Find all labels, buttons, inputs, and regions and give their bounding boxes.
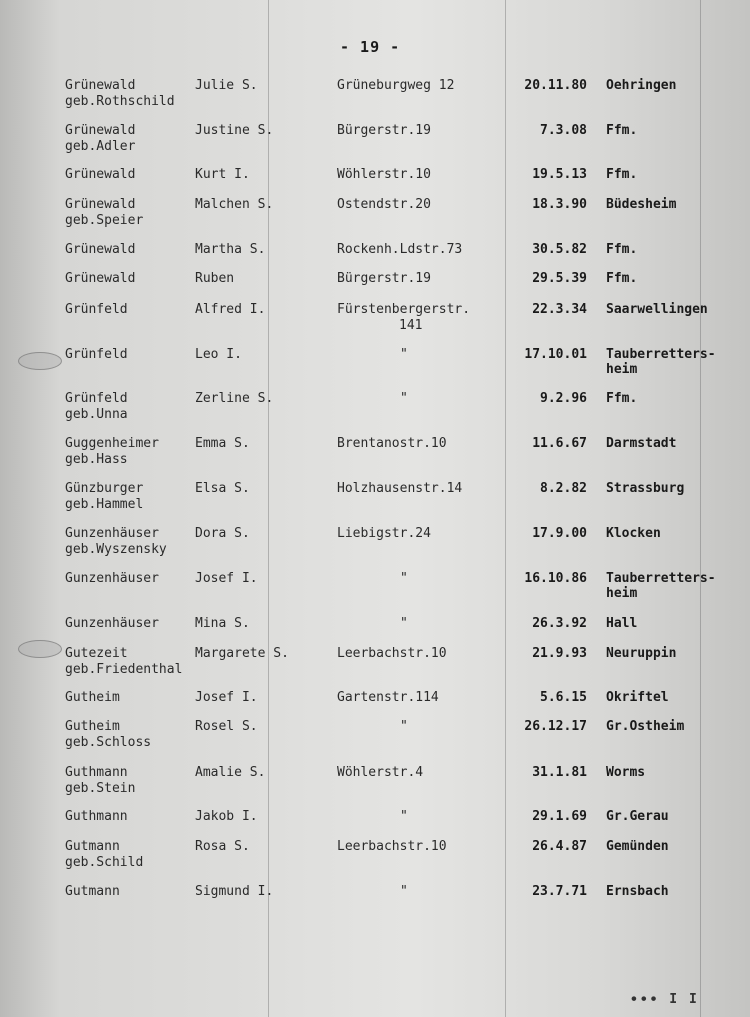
street-address: ": [400, 347, 408, 362]
street-address: Grüneburgweg 12: [337, 78, 455, 93]
street-address: ": [400, 391, 408, 406]
surname-cell: [65, 526, 167, 558]
birth-place: Neuruppin: [606, 646, 677, 661]
archive-stamp: ∙∙∙ I I: [630, 992, 699, 1007]
birth-place: Ffm.: [606, 391, 638, 406]
street-address: Wöhlerstr.4: [337, 765, 424, 780]
birth-date: 17.9.00: [532, 526, 587, 541]
birth-name: geb.Hass: [65, 452, 128, 467]
given-name-cell: [195, 719, 258, 735]
birth-date: 5.6.15: [540, 690, 587, 705]
birth-date-cell: [497, 616, 587, 632]
street-address: Ostendstr.20: [337, 197, 431, 212]
given-name: Rosa S.: [195, 839, 250, 854]
birth-date: 26.4.87: [532, 839, 587, 854]
given-name: Sigmund I.: [195, 884, 274, 899]
birth-place-cell: [606, 302, 741, 317]
birth-date-cell: [497, 481, 587, 497]
fold-line: [700, 0, 701, 1017]
street-cell: [337, 481, 462, 497]
given-name-cell: [195, 391, 273, 407]
street-address: Bürgerstr.19: [337, 123, 431, 138]
birth-date: 20.11.80: [524, 78, 587, 93]
birth-place-cell: [606, 436, 741, 451]
birth-date-cell: [497, 123, 587, 139]
given-name-cell: [195, 347, 242, 363]
birth-name: geb.Schloss: [65, 735, 152, 750]
given-name-cell: [195, 884, 273, 900]
surname: Gutheim: [65, 719, 120, 734]
given-name: Julie S.: [195, 78, 258, 93]
surname: Guggenheimer: [65, 436, 159, 451]
birth-date: 21.9.93: [532, 646, 587, 661]
punch-hole-mark: [18, 640, 62, 658]
surname-cell: [65, 347, 128, 363]
surname-cell: [65, 391, 128, 423]
given-name-cell: [195, 78, 258, 94]
given-name: Zerline S.: [195, 391, 274, 406]
birth-place: Ffm.: [606, 123, 638, 138]
street-address: ": [400, 616, 408, 631]
birth-date-cell: [497, 347, 587, 363]
birth-place: Strassburg: [606, 481, 685, 496]
given-name-cell: [195, 839, 250, 855]
street-address: Leerbachstr.10: [337, 839, 447, 854]
given-name: Ruben: [195, 271, 235, 286]
surname: Gutezeit: [65, 646, 128, 661]
street-address: Leerbachstr.10: [337, 646, 447, 661]
surname: Guthmann: [65, 765, 128, 780]
birth-date-cell: [497, 391, 587, 407]
street-address: ": [400, 571, 408, 586]
birth-date-cell: [497, 242, 587, 258]
given-name: Emma S.: [195, 436, 250, 451]
birth-place-cell: [606, 167, 741, 182]
surname-cell: [65, 167, 135, 183]
street-cell: [400, 719, 408, 735]
birth-date: 26.12.17: [524, 719, 587, 734]
given-name: Jakob I.: [195, 809, 258, 824]
surname-cell: [65, 78, 175, 110]
surname-cell: [65, 765, 135, 797]
birth-place: Gemünden: [606, 839, 669, 854]
given-name: Kurt I.: [195, 167, 250, 182]
birth-date: 29.5.39: [532, 271, 587, 286]
given-name: Justine S.: [195, 123, 274, 138]
surname: Gunzenhäuser: [65, 571, 159, 586]
surname-cell: [65, 481, 143, 513]
given-name: Alfred I.: [195, 302, 266, 317]
birth-place: Büdesheim: [606, 197, 677, 212]
surname-cell: [65, 436, 159, 468]
birth-date-cell: [497, 571, 587, 587]
birth-date: 8.2.82: [540, 481, 587, 496]
street-cell: [337, 302, 470, 334]
birth-place-cell: [606, 347, 741, 377]
street-address: Gartenstr.114: [337, 690, 439, 705]
birth-place-cell: [606, 197, 741, 212]
birth-date-cell: [497, 197, 587, 213]
birth-place-cell: [606, 481, 741, 496]
birth-date: 18.3.90: [532, 197, 587, 212]
street-cell: [337, 167, 431, 183]
surname-cell: [65, 646, 182, 678]
street-cell: [337, 646, 447, 662]
street-address: Bürgerstr.19: [337, 271, 431, 286]
birth-date: 29.1.69: [532, 809, 587, 824]
given-name-cell: [195, 481, 250, 497]
given-name: Leo I.: [195, 347, 242, 362]
given-name-cell: [195, 242, 265, 258]
birth-place-cell: [606, 719, 741, 734]
surname-cell: [65, 197, 143, 229]
birth-place: Ffm.: [606, 242, 638, 257]
given-name: Amalie S.: [195, 765, 266, 780]
street-address: Brentanostr.10: [337, 436, 447, 451]
street-address: Holzhausenstr.14: [337, 481, 463, 496]
birth-date-cell: [497, 167, 587, 183]
surname-cell: [65, 839, 143, 871]
surname-cell: [65, 271, 135, 287]
street-cell: [400, 571, 408, 587]
given-name-cell: [195, 526, 250, 542]
given-name: Martha S.: [195, 242, 266, 257]
birth-name: geb.Wyszensky: [65, 542, 167, 557]
street-address: Fürstenbergerstr.: [337, 302, 471, 317]
birth-date: 23.7.71: [532, 884, 587, 899]
birth-place: Ffm.: [606, 167, 638, 182]
birth-place: Ernsbach: [606, 884, 669, 899]
surname: Grünewald: [65, 197, 136, 212]
birth-name: geb.Unna: [65, 407, 128, 422]
birth-name: geb.Adler: [65, 139, 136, 154]
given-name-cell: [195, 197, 273, 213]
birth-date: 31.1.81: [532, 765, 587, 780]
birth-name: geb.Speier: [65, 213, 144, 228]
street-cell: [337, 242, 462, 258]
given-name: Josef I.: [195, 690, 258, 705]
given-name: Rosel S.: [195, 719, 258, 734]
given-name-cell: [195, 302, 265, 318]
surname: Grünewald: [65, 78, 136, 93]
given-name-cell: [195, 436, 250, 452]
street-cell: [337, 436, 447, 452]
birth-date: 11.6.67: [532, 436, 587, 451]
birth-place: Okriftel: [606, 690, 669, 705]
street-cell: [337, 123, 431, 139]
surname-cell: [65, 809, 128, 825]
birth-date: 7.3.08: [540, 123, 587, 138]
birth-place-cell: [606, 242, 741, 257]
birth-place-cell: [606, 765, 741, 780]
given-name-cell: [195, 809, 258, 825]
birth-date-cell: [497, 436, 587, 452]
street-cell: [400, 616, 408, 632]
birth-place-cell: [606, 123, 741, 138]
surname: Grünewald: [65, 167, 136, 182]
street-address: Liebigstr.24: [337, 526, 431, 541]
surname-cell: [65, 690, 120, 706]
birth-date-cell: [497, 839, 587, 855]
surname: Gunzenhäuser: [65, 616, 159, 631]
street-cell: [400, 884, 408, 900]
surname-cell: [65, 884, 120, 900]
birth-date: 22.3.34: [532, 302, 587, 317]
surname-cell: [65, 242, 135, 258]
surname-cell: [65, 302, 128, 318]
fold-line: [268, 0, 269, 1017]
street-address: Rockenh.Ldstr.73: [337, 242, 463, 257]
surname-cell: [65, 123, 135, 155]
birth-date-cell: [497, 302, 587, 318]
birth-date: 17.10.01: [524, 347, 587, 362]
surname-cell: [65, 616, 159, 632]
surname: Gunzenhäuser: [65, 526, 159, 541]
birth-place: Hall: [606, 616, 638, 631]
street-address: ": [400, 809, 408, 824]
birth-place-cell: [606, 839, 741, 854]
birth-name: geb.Schild: [65, 855, 144, 870]
birth-place-cell: [606, 271, 741, 286]
birth-date-cell: [497, 884, 587, 900]
street-cell: [337, 839, 447, 855]
birth-date-cell: [497, 809, 587, 825]
fold-line: [505, 0, 506, 1017]
birth-date: 26.3.92: [532, 616, 587, 631]
birth-name: geb.Friedenthal: [65, 662, 183, 677]
birth-date: 19.5.13: [532, 167, 587, 182]
surname-cell: [65, 719, 151, 751]
given-name-cell: [195, 616, 250, 632]
birth-place-cell: [606, 646, 741, 661]
birth-place-cell: [606, 690, 741, 705]
birth-date-cell: [497, 78, 587, 94]
birth-date: 9.2.96: [540, 391, 587, 406]
surname: Grünewald: [65, 123, 136, 138]
birth-date-cell: [497, 690, 587, 706]
birth-name: geb.Stein: [65, 781, 136, 796]
birth-name: geb.Rothschild: [65, 94, 175, 109]
street-cell: [400, 809, 408, 825]
surname: Gutheim: [65, 690, 120, 705]
birth-date-cell: [497, 765, 587, 781]
given-name-cell: [195, 123, 273, 139]
birth-place: Saarwellingen: [606, 302, 708, 317]
street-cell: [337, 271, 431, 287]
given-name-cell: [195, 690, 258, 706]
birth-date-cell: [497, 526, 587, 542]
surname: Gutmann: [65, 839, 120, 854]
given-name-cell: [195, 571, 258, 587]
surname: Grünewald: [65, 271, 136, 286]
street-address-continued: 141: [399, 318, 423, 333]
surname-cell: [65, 571, 159, 587]
street-cell: [337, 78, 454, 94]
surname: Grünfeld: [65, 347, 128, 362]
street-cell: [337, 197, 431, 213]
birth-date-cell: [497, 719, 587, 735]
birth-place: Ffm.: [606, 271, 638, 286]
surname: Guthmann: [65, 809, 128, 824]
birth-date-cell: [497, 271, 587, 287]
given-name: Elsa S.: [195, 481, 250, 496]
street-cell: [337, 690, 439, 706]
birth-place: Worms: [606, 765, 646, 780]
birth-date-cell: [497, 646, 587, 662]
street-address: ": [400, 884, 408, 899]
birth-name: geb.Hammel: [65, 497, 144, 512]
given-name: Josef I.: [195, 571, 258, 586]
street-address: ": [400, 719, 408, 734]
surname: Grünfeld: [65, 391, 128, 406]
street-cell: [400, 347, 408, 363]
given-name: Malchen S.: [195, 197, 274, 212]
birth-date: 30.5.82: [532, 242, 587, 257]
street-cell: [400, 391, 408, 407]
birth-place: Darmstadt: [606, 436, 677, 451]
birth-place-cell: [606, 884, 741, 899]
surname: Grünewald: [65, 242, 136, 257]
given-name-cell: [195, 271, 234, 287]
given-name: Dora S.: [195, 526, 250, 541]
birth-place-cell: [606, 809, 741, 824]
street-cell: [337, 765, 423, 781]
street-address: Wöhlerstr.10: [337, 167, 431, 182]
birth-place: Tauberretters-heim: [606, 571, 716, 601]
birth-place-cell: [606, 571, 741, 601]
given-name-cell: [195, 167, 250, 183]
birth-place: Gr.Gerau: [606, 809, 669, 824]
surname: Grünfeld: [65, 302, 128, 317]
given-name: Mina S.: [195, 616, 250, 631]
birth-place: Tauberretters-heim: [606, 347, 716, 377]
page-number: - 19 -: [340, 38, 401, 56]
birth-place-cell: [606, 391, 741, 406]
street-cell: [337, 526, 431, 542]
birth-place: Oehringen: [606, 78, 677, 93]
birth-place-cell: [606, 616, 741, 631]
birth-place-cell: [606, 78, 741, 93]
given-name: Margarete S.: [195, 646, 289, 661]
birth-place: Klocken: [606, 526, 661, 541]
birth-place-cell: [606, 526, 741, 541]
punch-hole-mark: [18, 352, 62, 370]
birth-date: 16.10.86: [524, 571, 587, 586]
birth-place: Gr.Ostheim: [606, 719, 685, 734]
given-name-cell: [195, 646, 289, 662]
surname: Günzburger: [65, 481, 144, 496]
given-name-cell: [195, 765, 265, 781]
surname: Gutmann: [65, 884, 120, 899]
